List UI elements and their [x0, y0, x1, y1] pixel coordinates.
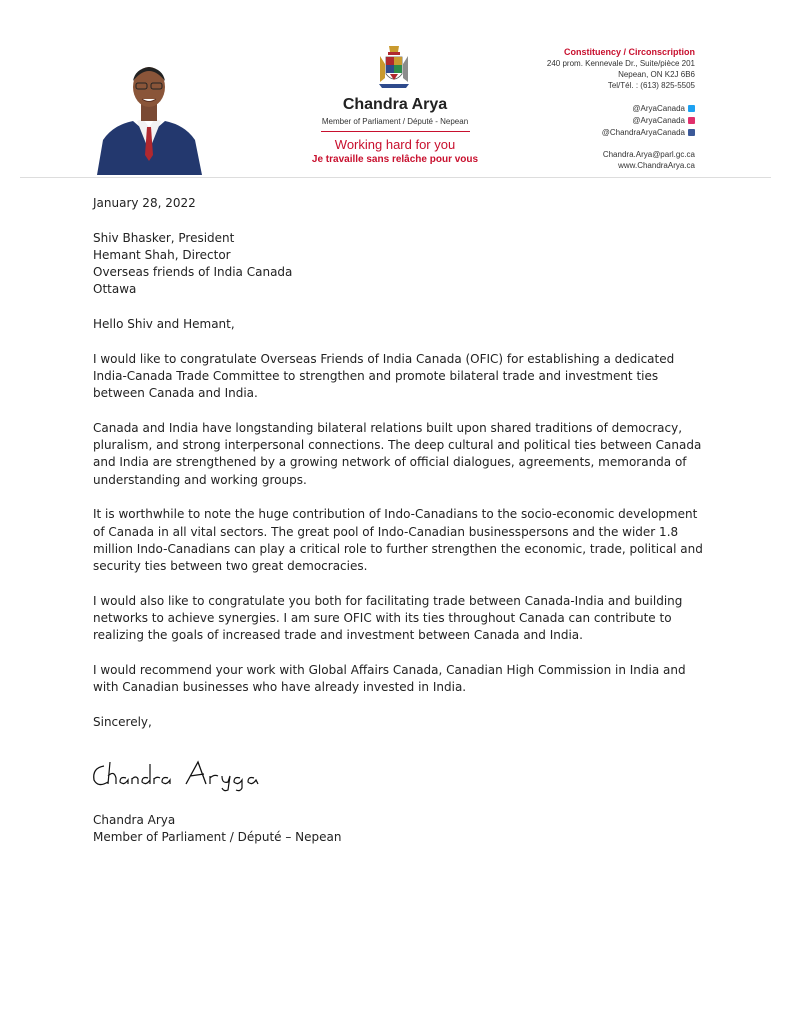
- signer-title: Member of Parliament / Député – Nepean: [93, 830, 342, 845]
- letter-date: January 28, 2022: [93, 196, 196, 210]
- paragraph: I would recommend your work with Global Affairs Canada, Canadian High Commission in India and with Canadian businesses who have already invested in India.: [93, 663, 686, 695]
- instagram-handle[interactable]: @AryaCanada: [632, 116, 685, 125]
- recipient-line: Overseas friends of India Canada: [93, 265, 293, 280]
- recipient-line: Ottawa: [93, 282, 137, 297]
- signer-name: Chandra Arya: [93, 813, 176, 827]
- website-link[interactable]: www.ChandraArya.ca: [618, 161, 695, 170]
- email-link[interactable]: Chandra.Arya@parl.gc.ca: [602, 150, 695, 159]
- twitter-handle[interactable]: @AryaCanada: [632, 104, 685, 113]
- facebook-link[interactable]: [545, 127, 695, 139]
- recipient-line: Shiv Bhasker, President: [93, 230, 235, 245]
- signature-block: [93, 812, 342, 847]
- letterhead-rule: [20, 177, 771, 178]
- paragraph: I would like to congratulate Overseas Friends of India Canada (OFIC) for establishing a dedicated India-Canada Trade Committee to strengthen and promote bilateral trade and investment ties between Canada and India.: [93, 351, 675, 401]
- twitter-icon: [688, 105, 695, 112]
- slogan-english: Working hard for you: [334, 137, 456, 152]
- letter-body: [93, 195, 703, 731]
- mp-role: Member of Parliament / Député - Nepean: [321, 117, 469, 126]
- office-address: 240 prom. Kennevale Dr., Suite/pièce 201: [546, 59, 695, 68]
- salutation: Hello Shiv and Hemant,: [93, 317, 235, 332]
- coat-of-arms-icon: [376, 44, 412, 90]
- instagram-icon: [688, 117, 695, 124]
- closing: Sincerely,: [93, 714, 152, 729]
- facebook-handle[interactable]: @ChandraAryaCanada: [601, 128, 685, 137]
- paragraph: It is worthwhile to note the huge contribution of Indo-Canadians to the socio-economic development of Canada in all vital sectors. The great pool of Indo-Canadian businesspersons and the wider 1.8 million Indo-Canadians can play a critical role to further strengthen the economic, trade, political and security ties between two great democracies.: [93, 507, 703, 574]
- recipient-line: Hemant Shah, Director: [93, 247, 231, 262]
- constituency-office: [475, 47, 695, 91]
- constituency-title: Constituency / Circonscription: [563, 47, 695, 57]
- office-city: Nepean, ON K2J 6B6: [618, 70, 695, 79]
- mp-name: Chandra Arya: [342, 96, 448, 113]
- social-links: [545, 103, 695, 139]
- instagram-link[interactable]: [545, 115, 695, 127]
- twitter-link[interactable]: [545, 103, 695, 115]
- header-divider: [321, 131, 470, 132]
- paragraph: I would also like to congratulate you both for facilitating trade between Canada-India and building networks to achieve synergies. I am sure OFIC with its ties throughout Canada can contribute to realizing the goals of increased trade and investment between Canada and India.: [93, 593, 683, 643]
- mp-portrait-photo: [93, 55, 206, 175]
- slogan-french: Je travaille sans relâche pour vous: [311, 154, 479, 165]
- facebook-icon: [688, 129, 695, 136]
- handwritten-signature: [90, 758, 265, 792]
- office-phone: Tel/Tél. : (613) 825-5505: [607, 81, 695, 90]
- paragraph: Canada and India have longstanding bilateral relations built upon shared traditions of democracy, pluralism, and strong interpersonal connections. The deep cultural and political ties between Canada and India are strengthened by a growing network of official dialogues, agreements, memoranda of understanding and working groups.: [93, 420, 702, 487]
- web-contacts: [545, 149, 695, 171]
